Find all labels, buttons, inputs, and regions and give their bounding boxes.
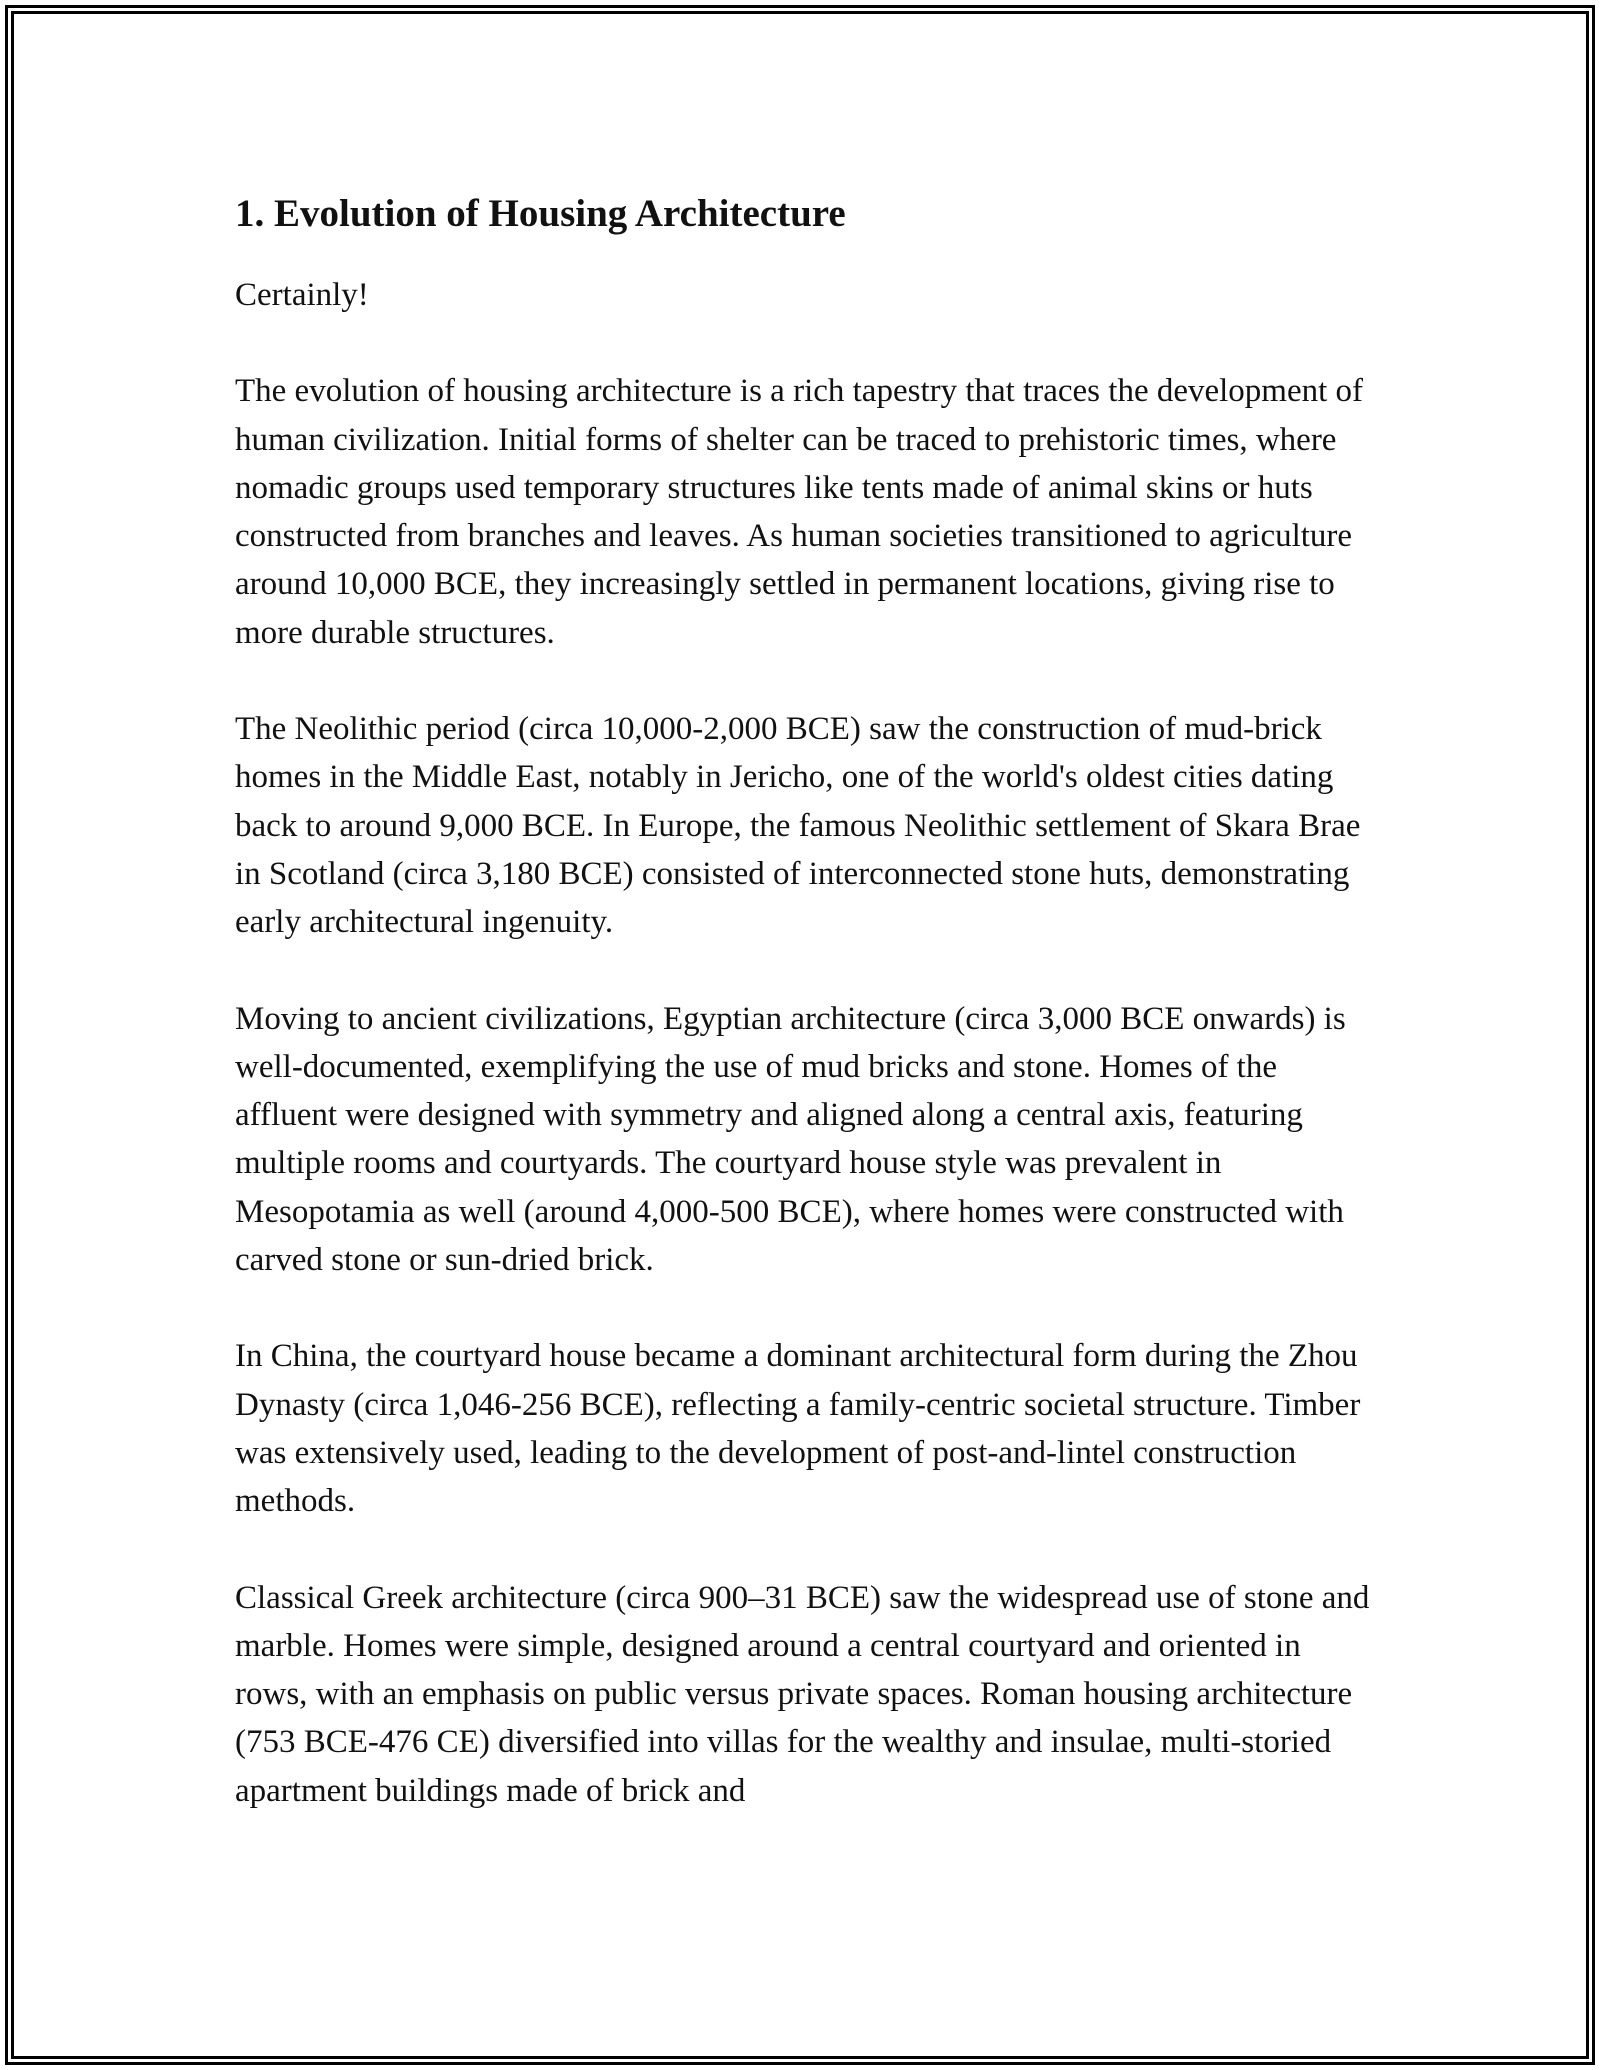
paragraph-neolithic: The Neolithic period (circa 10,000-2,000 BCE) saw the construction of mud-brick homes in the Middle East, notably in Jericho, one of the world's oldest cities dating back to around 9,000 BCE. In Europe, the famous Neolithic settlement of Skara Brae in Scotland (circa 3,180 BCE) consisted of interconnected stone huts, demonstrating early architectural ingenuity.	[235, 711, 1361, 941]
section-heading: 1. Evolution of Housing Architecture	[235, 192, 846, 235]
paragraph-prehistoric: The evolution of housing architecture is a rich tapestry that traces the development of human civilization. Initial forms of shelter can be traced to prehistoric times, where nomadic groups used temporary structures like tents made of animal skins or huts constructed from branches and leaves. As human societies transitioned to agriculture around 10,000 BCE, they increasingly settled in permanent locations, giving rise to more durable structures.	[235, 373, 1364, 651]
paragraph-classical: Classical Greek architecture (circa 900–31 BCE) saw the widespread use of stone and marble. Homes were simple, designed around a central courtyard and oriented in rows, with an emphasis on public versus private spaces. Roman housing architecture (753 BCE-476 CE) diversified into villas for the wealthy and insulae, multi-storied apartment buildings made of brick and	[235, 1579, 1370, 1809]
document-body	[235, 186, 1375, 1863]
paragraph-ancient-civilizations: Moving to ancient civilizations, Egyptian architecture (circa 3,000 BCE onwards) is well-documented, exemplifying the use of mud bricks and stone. Homes of the affluent were designed with symmetry and aligned along a central axis, featuring multiple rooms and courtyards. The courtyard house style was prevalent in Mesopotamia as well (around 4,000-500 BCE), where homes were constructed with carved stone or sun-dried brick.	[235, 1000, 1346, 1279]
paragraph-china: In China, the courtyard house became a dominant architectural form during the Zhou Dynasty (circa 1,046-256 BCE), reflecting a family-centric societal structure. Timber was extensively used, leading to the development of post-and-lintel construction methods.	[235, 1338, 1361, 1520]
paragraph-intro: Certainly!	[235, 277, 369, 313]
